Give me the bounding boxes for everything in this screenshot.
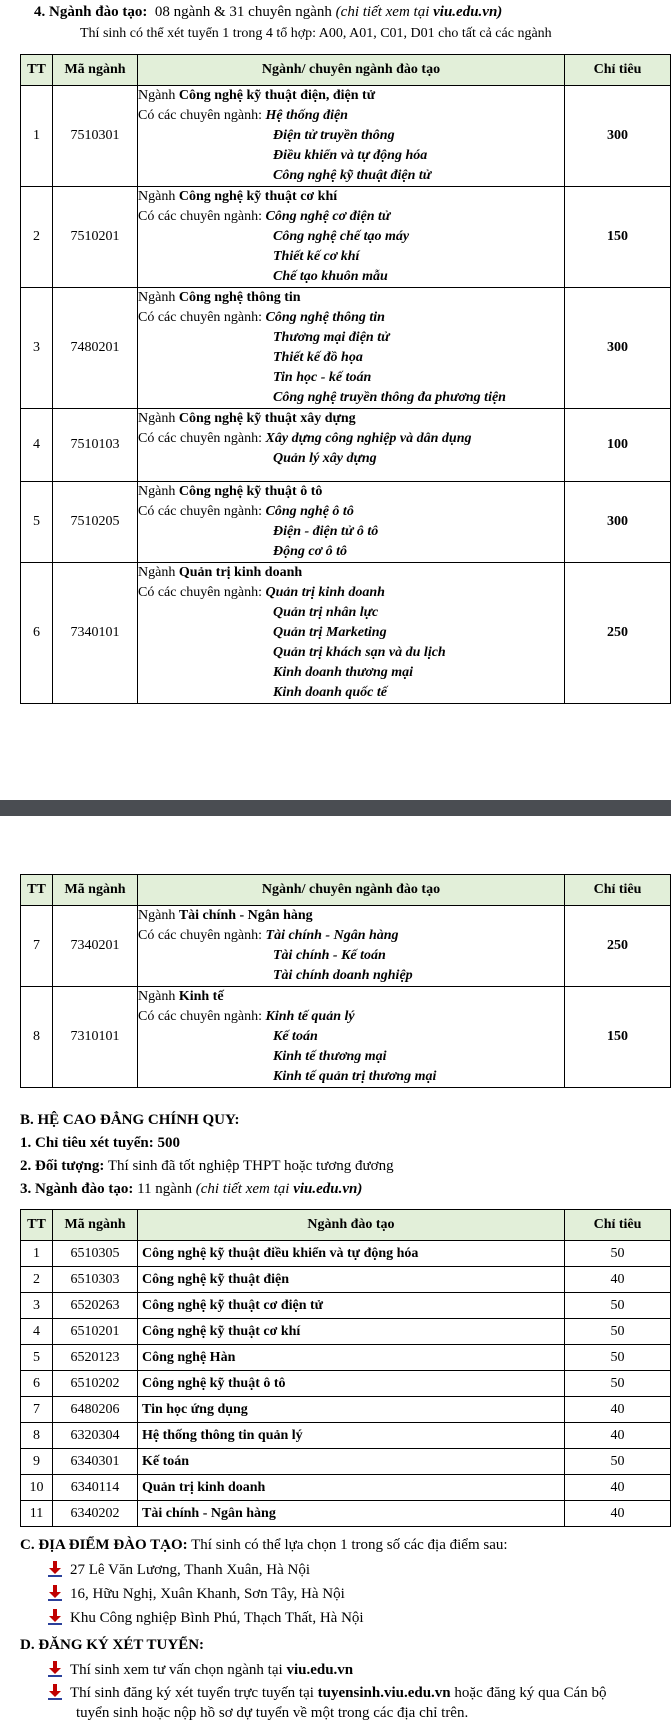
row-name: Tài chính - Ngân hàng <box>138 1501 565 1527</box>
table-row <box>21 1501 671 1527</box>
table-row <box>21 1475 671 1501</box>
header-dept: Ngành/ chuyên ngành đào tạo <box>138 55 565 86</box>
specialization: Quản trị kinh doanh <box>265 585 385 600</box>
location-item <box>48 1561 310 1579</box>
specialization-line <box>138 1027 564 1047</box>
program-name-line <box>138 409 564 429</box>
specialization-line <box>138 166 564 186</box>
specialization-line <box>138 146 564 166</box>
location-text: 16, Hữu Nghị, Xuân Khanh, Sơn Tây, Hà Nội <box>70 1586 345 1602</box>
row-quota: 50 <box>565 1345 671 1371</box>
table-row <box>21 906 671 987</box>
table-row <box>21 1267 671 1293</box>
row-dept <box>138 482 565 563</box>
row-quota: 40 <box>565 1267 671 1293</box>
nganh-prefix: Ngành <box>138 565 176 580</box>
specialization: Quản trị Marketing <box>273 625 387 640</box>
specialization: Kinh doanh thương mại <box>273 665 414 680</box>
location-text: 27 Lê Văn Lương, Thanh Xuân, Hà Nội <box>70 1562 311 1578</box>
table-header-row <box>21 875 671 906</box>
header-quota: Chỉ tiêu <box>565 875 671 906</box>
table-row <box>21 563 671 704</box>
specialization-prefix: Có các chuyên ngành: <box>138 209 263 224</box>
row-name: Công nghệ kỹ thuật ô tô <box>138 1371 565 1397</box>
row-code: 7340101 <box>53 563 138 704</box>
row-tt: 9 <box>21 1449 53 1475</box>
row-quota: 250 <box>565 563 671 704</box>
table-row <box>21 1449 671 1475</box>
specialization: Quản lý xây dựng <box>273 451 377 466</box>
header-tt: TT <box>21 875 53 906</box>
row-tt: 4 <box>21 409 53 482</box>
specialization-line <box>138 502 564 522</box>
row-tt: 11 <box>21 1501 53 1527</box>
row-code: 6520123 <box>53 1345 138 1371</box>
specialization-line <box>138 1067 564 1087</box>
specialization-line <box>138 267 564 287</box>
row-name: Công nghệ kỹ thuật cơ khí <box>138 1319 565 1345</box>
college-programs-table <box>20 1209 671 1527</box>
specialization: Hệ thống điện <box>265 108 348 123</box>
row-code: 6480206 <box>53 1397 138 1423</box>
specialization-line <box>138 429 564 449</box>
row-dept <box>138 409 565 482</box>
arrow-bullet-icon <box>48 1684 62 1700</box>
specialization-prefix: Có các chuyên ngành: <box>138 310 263 325</box>
row-quota: 100 <box>565 409 671 482</box>
header-dept: Ngành/ chuyên ngành đào tạo <box>138 875 565 906</box>
table-row <box>21 1371 671 1397</box>
table-header-row <box>21 1210 671 1241</box>
registration-link[interactable]: tuyensinh.viu.edu.vn <box>317 1685 451 1701</box>
specialization-line <box>138 388 564 408</box>
nganh-prefix: Ngành <box>138 484 176 499</box>
specialization: Quản trị nhân lực <box>273 605 379 620</box>
specialization-line <box>138 247 564 267</box>
specialization: Chế tạo khuôn mẫu <box>273 269 388 284</box>
header-code: Mã ngành <box>53 875 138 906</box>
specialization-line <box>138 308 564 328</box>
specialization-line <box>138 106 564 126</box>
row-dept <box>138 906 565 987</box>
section-b-title: B. HỆ CAO ĐẲNG CHÍNH QUY: <box>20 1112 240 1128</box>
specialization: Tài chính - Ngân hàng <box>265 928 399 943</box>
header-code: Mã ngành <box>53 55 138 86</box>
program-name-line <box>138 563 564 583</box>
specialization: Điều khiển và tự động hóa <box>273 148 428 163</box>
row-quota: 250 <box>565 906 671 987</box>
row-code: 7510103 <box>53 409 138 482</box>
arrow-bullet-icon <box>48 1661 62 1677</box>
program-name-line <box>138 288 564 308</box>
table-row <box>21 1319 671 1345</box>
row-tt: 6 <box>21 563 53 704</box>
row-code: 6340301 <box>53 1449 138 1475</box>
combination-note: Thí sinh có thể xét tuyển 1 trong 4 tổ hợp: A00, A01, C01, D01 cho tất cả các ngành <box>80 26 552 41</box>
row-code: 6340202 <box>53 1501 138 1527</box>
location-text: Khu Công nghiệp Bình Phú, Thạch Thất, Hà Nội <box>70 1610 364 1626</box>
row-code: 6520263 <box>53 1293 138 1319</box>
specialization: Kinh tế quản trị thương mại <box>273 1069 437 1084</box>
section-b-quota: 1. Chỉ tiêu xét tuyển: 500 <box>20 1135 180 1151</box>
row-tt: 6 <box>21 1371 53 1397</box>
specialization-line <box>138 348 564 368</box>
table-row <box>21 1241 671 1267</box>
university-programs-table <box>20 54 671 704</box>
row-quota: 150 <box>565 987 671 1088</box>
specialization-line <box>138 449 564 469</box>
row-name: Công nghệ Hàn <box>138 1345 565 1371</box>
row-quota: 50 <box>565 1241 671 1267</box>
specialization: Công nghệ thông tin <box>265 310 385 325</box>
row-code: 7310101 <box>53 987 138 1088</box>
nganh-prefix: Ngành <box>138 290 176 305</box>
section-d-title: D. ĐĂNG KÝ XÉT TUYỂN: <box>20 1637 205 1653</box>
row-code: 6320304 <box>53 1423 138 1449</box>
table-row <box>21 987 671 1088</box>
row-code: 6510202 <box>53 1371 138 1397</box>
specialization-line <box>138 926 564 946</box>
nganh-prefix: Ngành <box>138 908 176 923</box>
registration-item-1: Thí sinh xem tư vấn chọn ngành tại viu.edu.vn <box>48 1661 353 1679</box>
table-row <box>21 187 671 288</box>
specialization: Tài chính doanh nghiệp <box>273 968 413 983</box>
specialization-line <box>138 683 564 703</box>
row-quota: 300 <box>565 86 671 187</box>
row-tt: 2 <box>21 187 53 288</box>
section-b-majors: 3. Ngành đào tạo: 11 ngành (chi tiết xem tại viu.edu.vn) <box>20 1181 363 1197</box>
table-row <box>21 1293 671 1319</box>
specialization: Kinh tế quản lý <box>265 1009 355 1024</box>
header-name: Ngành đào tạo <box>138 1210 565 1241</box>
program-name-line <box>138 482 564 502</box>
nganh-prefix: Ngành <box>138 88 176 103</box>
program-name-line <box>138 987 564 1007</box>
row-code: 7510201 <box>53 187 138 288</box>
row-quota: 40 <box>565 1423 671 1449</box>
row-code: 7480201 <box>53 288 138 409</box>
row-tt: 2 <box>21 1267 53 1293</box>
row-name: Tin học ứng dụng <box>138 1397 565 1423</box>
row-tt: 1 <box>21 86 53 187</box>
specialization: Kế toán <box>273 1029 318 1044</box>
specialization-prefix: Có các chuyên ngành: <box>138 928 263 943</box>
specialization-line <box>138 663 564 683</box>
row-dept <box>138 86 565 187</box>
program-name-line <box>138 86 564 106</box>
specialization-line <box>138 603 564 623</box>
table-row <box>21 482 671 563</box>
arrow-bullet-icon <box>48 1609 62 1625</box>
section-b-target: 2. Đối tượng: Thí sinh đã tốt nghiệp THPT hoặc tương đương <box>20 1158 394 1174</box>
table-row <box>21 288 671 409</box>
row-dept <box>138 987 565 1088</box>
program-name-line <box>138 187 564 207</box>
row-code: 7340201 <box>53 906 138 987</box>
section-4-title: 4. Ngành đào tạo: 08 ngành & 31 chuyên ngành (chi tiết xem tại viu.edu.vn) <box>34 4 503 20</box>
specialization: Thương mại điện tử <box>273 330 390 345</box>
row-tt: 7 <box>21 1397 53 1423</box>
row-tt: 10 <box>21 1475 53 1501</box>
program-name: Công nghệ kỹ thuật xây dựng <box>178 411 356 426</box>
row-tt: 8 <box>21 1423 53 1449</box>
specialization-line <box>138 126 564 146</box>
row-quota: 40 <box>565 1475 671 1501</box>
row-dept <box>138 187 565 288</box>
program-name: Công nghệ kỹ thuật cơ khí <box>178 189 338 204</box>
specialization: Công nghệ cơ điện tử <box>265 209 391 224</box>
row-name: Kế toán <box>138 1449 565 1475</box>
row-tt: 1 <box>21 1241 53 1267</box>
row-tt: 5 <box>21 482 53 563</box>
row-code: 6510303 <box>53 1267 138 1293</box>
row-quota: 40 <box>565 1501 671 1527</box>
header-quota: Chỉ tiêu <box>565 1210 671 1241</box>
specialization-prefix: Có các chuyên ngành: <box>138 1009 263 1024</box>
specialization-line <box>138 643 564 663</box>
specialization-prefix: Có các chuyên ngành: <box>138 108 263 123</box>
program-name: Công nghệ kỹ thuật điện, điện tử <box>178 88 376 103</box>
row-quota: 50 <box>565 1293 671 1319</box>
table-header-row <box>21 55 671 86</box>
location-item <box>48 1609 364 1627</box>
specialization-line <box>138 522 564 542</box>
specialization-line <box>138 227 564 247</box>
specialization: Kinh tế thương mại <box>273 1049 387 1064</box>
row-code: 6510305 <box>53 1241 138 1267</box>
arrow-bullet-icon <box>48 1585 62 1601</box>
row-tt: 8 <box>21 987 53 1088</box>
row-tt: 7 <box>21 906 53 987</box>
advisory-link[interactable]: viu.edu.vn <box>286 1662 354 1678</box>
row-tt: 3 <box>21 1293 53 1319</box>
row-name: Quản trị kinh doanh <box>138 1475 565 1501</box>
specialization: Kinh doanh quốc tế <box>273 685 387 700</box>
row-dept <box>138 563 565 704</box>
specialization-line <box>138 946 564 966</box>
row-name: Công nghệ kỹ thuật điện <box>138 1267 565 1293</box>
arrow-bullet-icon <box>48 1561 62 1577</box>
row-tt: 4 <box>21 1319 53 1345</box>
row-tt: 3 <box>21 288 53 409</box>
header-tt: TT <box>21 1210 53 1241</box>
university-programs-table-continued <box>20 874 671 1088</box>
specialization: Động cơ ô tô <box>273 544 348 559</box>
row-tt: 5 <box>21 1345 53 1371</box>
row-name: Hệ thống thông tin quản lý <box>138 1423 565 1449</box>
row-quota: 150 <box>565 187 671 288</box>
header-tt: TT <box>21 55 53 86</box>
specialization: Công nghệ truyền thông đa phương tiện <box>273 390 506 405</box>
row-code: 7510205 <box>53 482 138 563</box>
row-quota: 300 <box>565 288 671 409</box>
row-name: Công nghệ kỹ thuật điều khiển và tự động hóa <box>138 1241 565 1267</box>
specialization-prefix: Có các chuyên ngành: <box>138 431 263 446</box>
specialization: Điện - điện tử ô tô <box>273 524 379 539</box>
page-divider <box>0 800 671 816</box>
section-c-title: C. ĐỊA ĐIỂM ĐÀO TẠO: Thí sinh có thể lựa chọn 1 trong số các địa điểm sau: <box>20 1537 508 1553</box>
specialization-line <box>138 1007 564 1027</box>
specialization: Thiết kế đồ họa <box>273 350 363 365</box>
program-name: Công nghệ thông tin <box>178 290 301 305</box>
specialization-line <box>138 207 564 227</box>
program-name: Tài chính - Ngân hàng <box>178 908 313 923</box>
specialization: Tin học - kế toán <box>273 370 372 385</box>
row-code: 6340114 <box>53 1475 138 1501</box>
specialization-line <box>138 542 564 562</box>
row-dept <box>138 288 565 409</box>
row-code: 6510201 <box>53 1319 138 1345</box>
row-quota: 300 <box>565 482 671 563</box>
header-quota: Chỉ tiêu <box>565 55 671 86</box>
table-row <box>21 1345 671 1371</box>
specialization-line <box>138 623 564 643</box>
nganh-prefix: Ngành <box>138 189 176 204</box>
specialization: Công nghệ ô tô <box>265 504 354 519</box>
header-code: Mã ngành <box>53 1210 138 1241</box>
registration-item-2: Thí sinh đăng ký xét tuyển trực tuyến tại tuyensinh.viu.edu.vn hoặc đăng ký qua Cán bộ <box>48 1684 606 1702</box>
specialization-line <box>138 583 564 603</box>
table-row <box>21 1423 671 1449</box>
specialization: Điện tử truyền thông <box>273 128 395 143</box>
specialization: Công nghệ chế tạo máy <box>273 229 410 244</box>
table-row <box>21 409 671 482</box>
specialization-prefix: Có các chuyên ngành: <box>138 585 263 600</box>
table-row <box>21 1397 671 1423</box>
specialization: Thiết kế cơ khí <box>273 249 360 264</box>
nganh-prefix: Ngành <box>138 411 176 426</box>
program-name: Kinh tế <box>178 989 224 1004</box>
program-name: Quản trị kinh doanh <box>178 565 303 580</box>
specialization: Tài chính - Kế toán <box>273 948 386 963</box>
specialization: Quản trị khách sạn và du lịch <box>273 645 446 660</box>
registration-item-2-cont: tuyển sinh hoặc nộp hồ sơ dự tuyển về một trong các địa chỉ trên. <box>76 1705 469 1721</box>
row-quota: 50 <box>565 1319 671 1345</box>
program-name: Công nghệ kỹ thuật ô tô <box>178 484 323 499</box>
row-quota: 50 <box>565 1371 671 1397</box>
row-code: 7510301 <box>53 86 138 187</box>
location-item <box>48 1585 345 1603</box>
specialization-prefix: Có các chuyên ngành: <box>138 504 263 519</box>
row-quota: 50 <box>565 1449 671 1475</box>
table-row <box>21 86 671 187</box>
specialization-line <box>138 1047 564 1067</box>
program-name-line <box>138 906 564 926</box>
specialization: Công nghệ kỹ thuật điện tử <box>273 168 432 183</box>
specialization-line <box>138 328 564 348</box>
row-quota: 40 <box>565 1397 671 1423</box>
specialization: Xây dựng công nghiệp và dân dụng <box>265 431 472 446</box>
specialization-line <box>138 966 564 986</box>
specialization-line <box>138 368 564 388</box>
row-name: Công nghệ kỹ thuật cơ điện tử <box>138 1293 565 1319</box>
nganh-prefix: Ngành <box>138 989 176 1004</box>
